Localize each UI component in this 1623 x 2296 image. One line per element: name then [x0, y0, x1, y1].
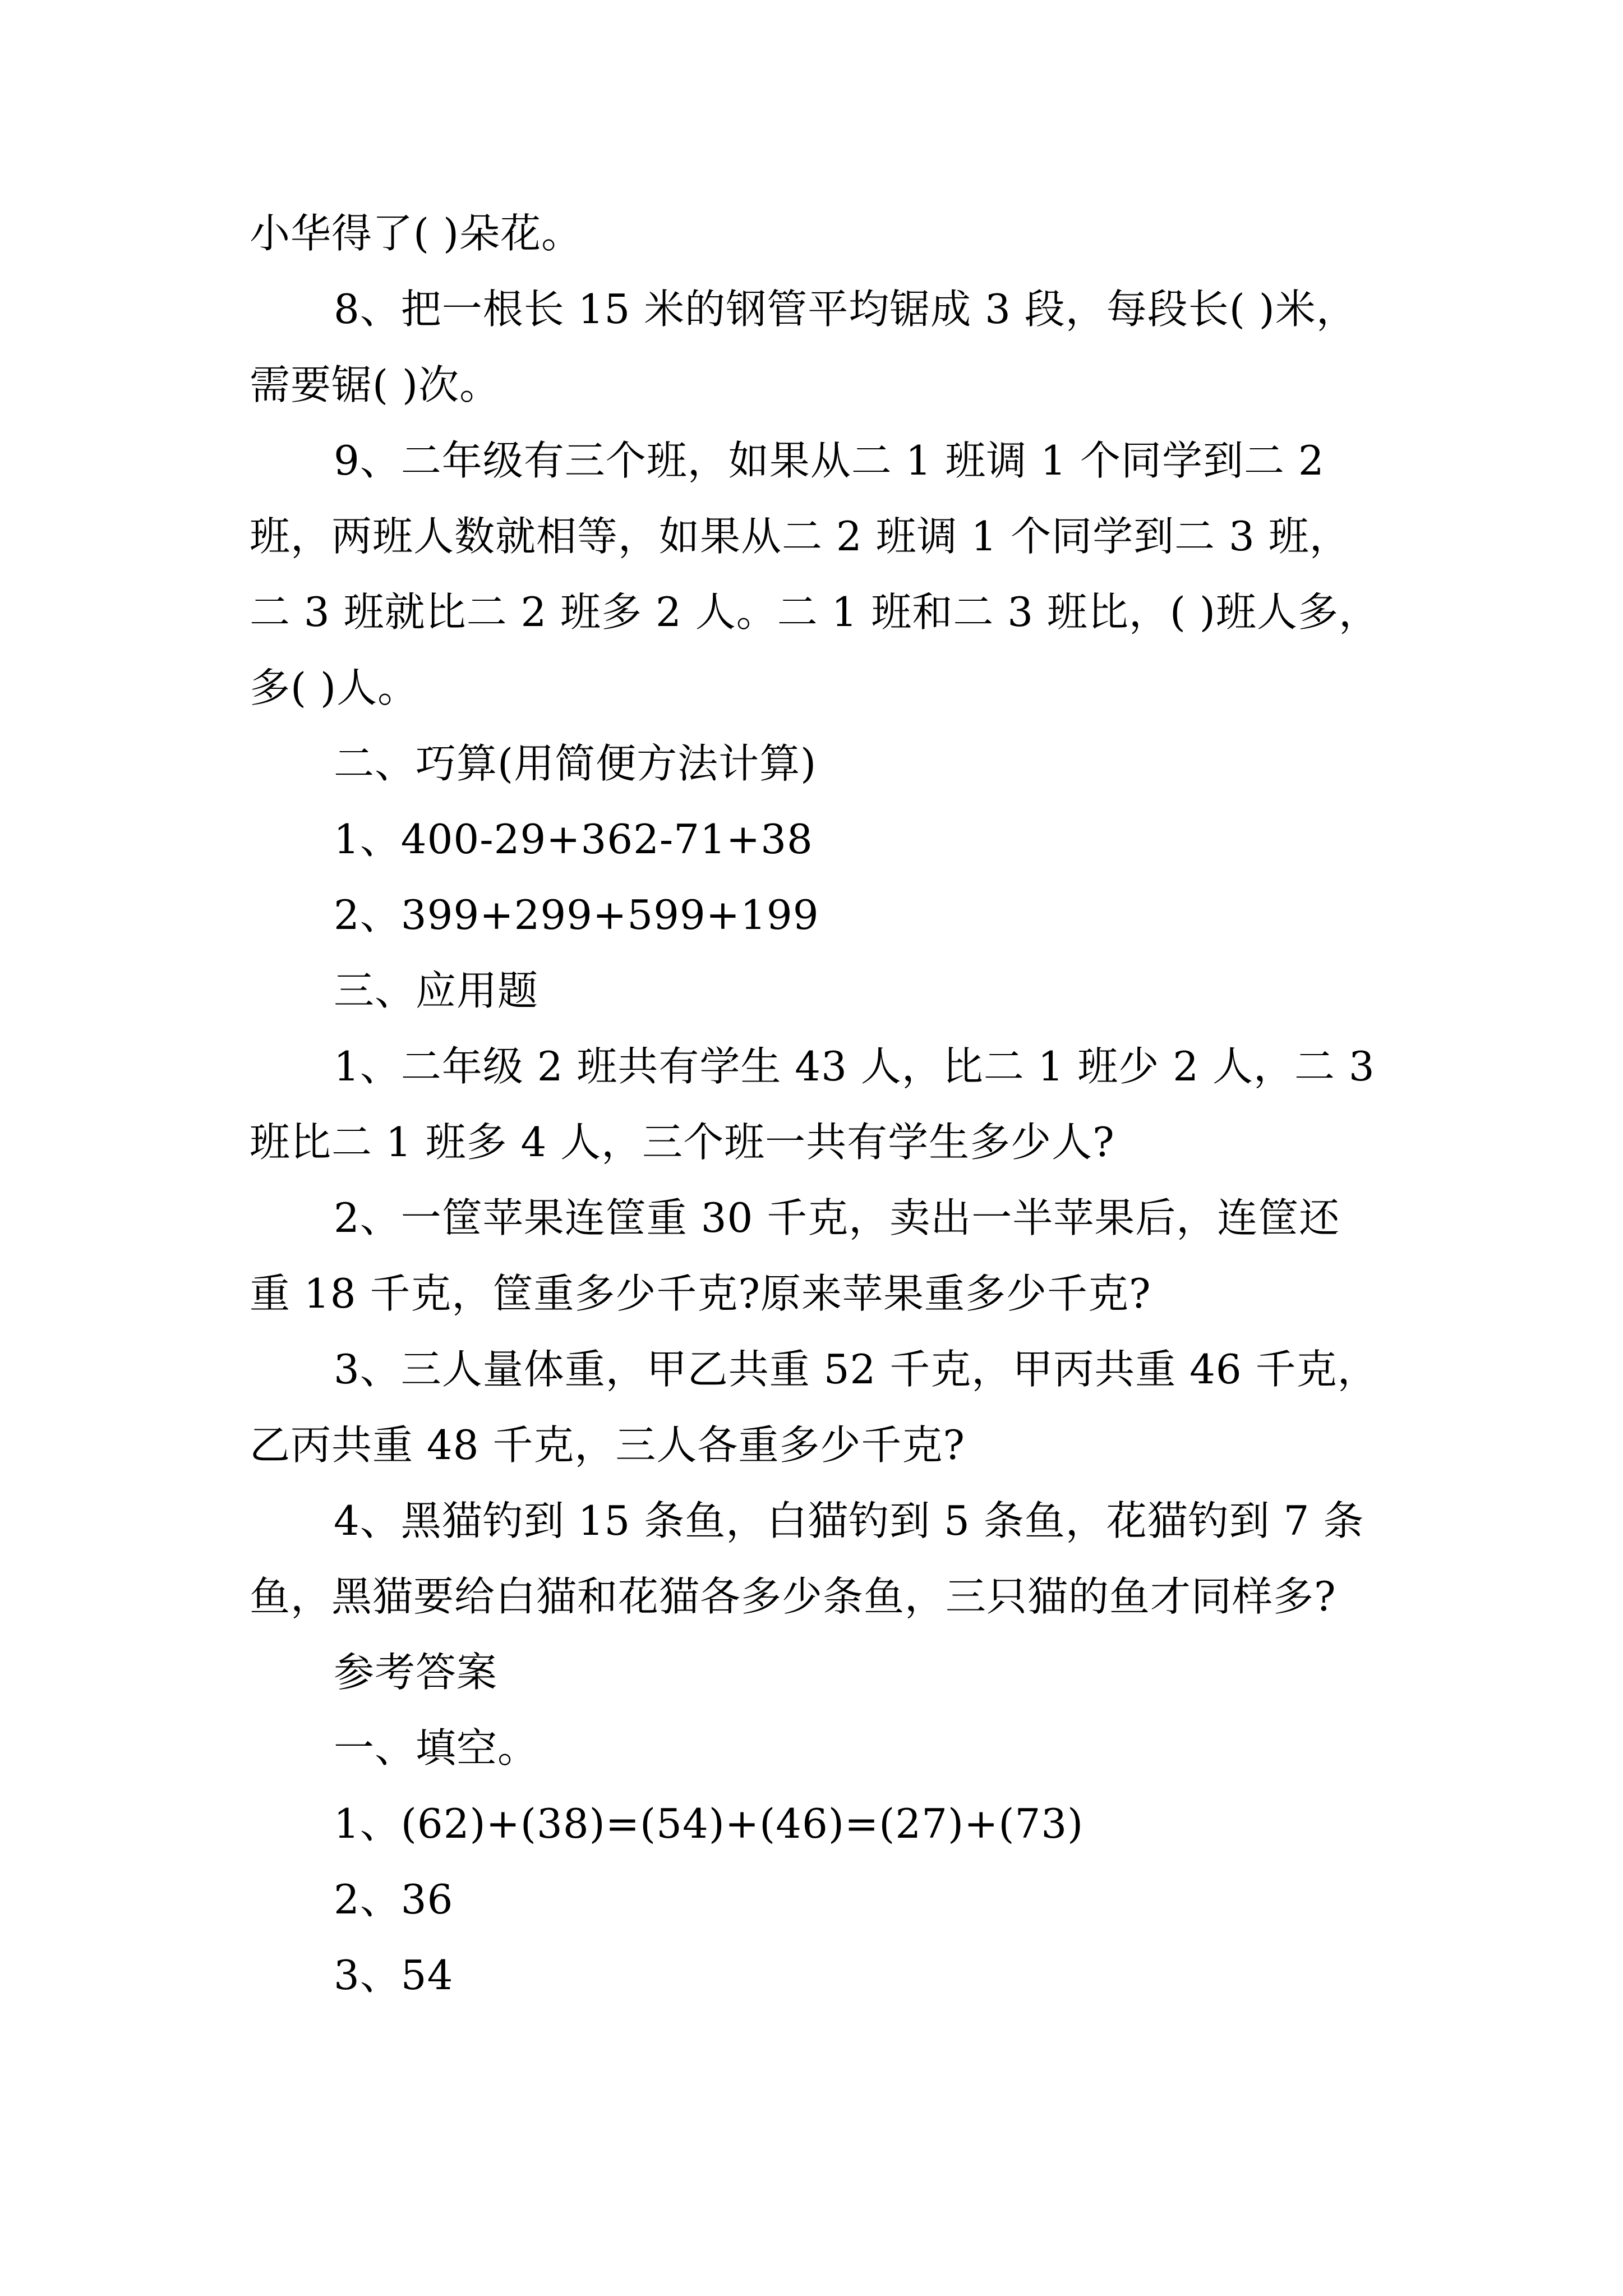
- text-line: 需要锯( )次。: [250, 361, 501, 408]
- text-line: 二 3 班就比二 2 班多 2 人。二 1 班和二 3 班比，( )班人多，: [250, 588, 1380, 636]
- text-line: 2、36: [334, 1876, 454, 1923]
- text-line: 3、三人量体重，甲乙共重 52 千克，甲丙共重 46 千克，: [334, 1346, 1378, 1393]
- text-line: 班，两班人数就相等，如果从二 2 班调 1 个同学到二 3 班，: [250, 513, 1350, 560]
- text-line: 2、399+299+599+199: [334, 891, 819, 938]
- section-heading: 参考答案: [334, 1649, 498, 1696]
- text-line: 1、(62)+(38)=(54)+(46)=(27)+(73): [334, 1800, 1084, 1847]
- text-line: 2、一筐苹果连筐重 30 千克，卖出一半苹果后，连筐还: [334, 1194, 1340, 1241]
- section-heading: 三、应用题: [334, 967, 539, 1014]
- text-line: 重 18 千克，筐重多少千克?原来苹果重多少千克?: [250, 1270, 1151, 1317]
- text-line: 4、黑猫钓到 15 条鱼，白猫钓到 5 条鱼，花猫钓到 7 条: [334, 1497, 1364, 1544]
- text-line: 乙丙共重 48 千克，三人各重多少千克?: [250, 1421, 965, 1469]
- text-line: 9、二年级有三个班，如果从二 1 班调 1 个同学到二 2: [334, 437, 1325, 484]
- text-line: 8、把一根长 15 米的钢管平均锯成 3 段，每段长( )米，: [334, 286, 1357, 333]
- text-line: 1、二年级 2 班共有学生 43 人，比二 1 班少 2 人，二 3: [334, 1043, 1375, 1090]
- text-line: 多( )人。: [250, 664, 419, 711]
- section-heading: 一、填空。: [334, 1724, 539, 1772]
- section-heading: 二、巧算(用简便方法计算): [334, 740, 817, 787]
- text-line: 小华得了( )朵花。: [250, 210, 583, 257]
- text-line: 班比二 1 班多 4 人，三个班一共有学生多少人?: [250, 1119, 1115, 1166]
- text-line: 鱼，黑猫要给白猫和花猫各多少条鱼，三只猫的鱼才同样多?: [250, 1573, 1336, 1620]
- text-line: 1、400-29+362-71+38: [334, 816, 813, 863]
- text-line: 3、54: [334, 1952, 454, 1999]
